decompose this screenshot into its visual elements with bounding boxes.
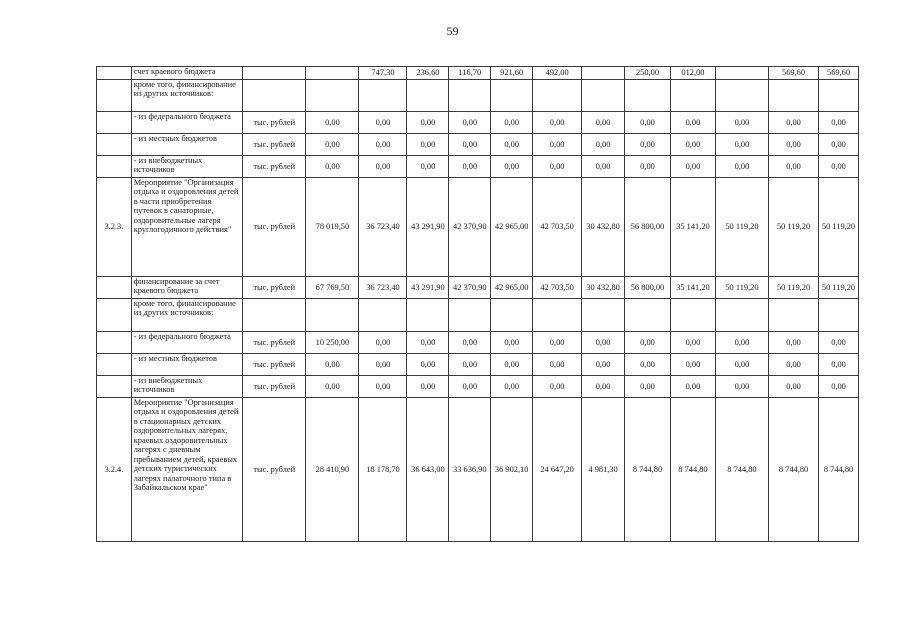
value-cell: 0,00	[625, 112, 671, 134]
value-cell: 0,00	[819, 112, 859, 134]
value-cell	[582, 299, 625, 332]
item-code	[97, 112, 132, 134]
value-cell	[625, 299, 671, 332]
value-cell: 0,00	[359, 376, 407, 398]
value-cell: 56 800,00	[625, 178, 671, 277]
item-unit	[243, 67, 306, 80]
value-cell: 0,00	[491, 354, 533, 376]
value-cell	[582, 80, 625, 112]
value-cell: 0,00	[625, 156, 671, 178]
item-description: - из внебюджетных источников	[131, 376, 242, 398]
value-cell	[407, 80, 449, 112]
value-cell: 24 647,20	[533, 398, 582, 542]
value-cell: 0,00	[407, 134, 449, 156]
value-cell: 0,00	[670, 332, 715, 354]
value-cell: 250,00	[625, 67, 671, 80]
value-cell	[625, 80, 671, 112]
value-cell: 0,00	[359, 332, 407, 354]
value-cell: 8 744,80	[670, 398, 715, 542]
value-cell: 43 291,90	[407, 178, 449, 277]
value-cell	[819, 80, 859, 112]
value-cell: 43 291,90	[407, 277, 449, 299]
value-cell: 0,00	[819, 156, 859, 178]
item-unit: тыс. рублей	[243, 156, 306, 178]
value-cell: 0,00	[582, 134, 625, 156]
value-cell: 0,00	[533, 376, 582, 398]
value-cell	[533, 80, 582, 112]
table-row	[97, 178, 859, 277]
item-description: - из федерального бюджета	[131, 332, 242, 354]
value-cell: 35 141,20	[670, 277, 715, 299]
value-cell: 50 119,20	[819, 178, 859, 277]
value-cell: 50 119,20	[769, 277, 819, 299]
item-description: - из местных бюджетов	[131, 354, 242, 376]
table-row	[97, 354, 859, 376]
value-cell: 0,00	[359, 134, 407, 156]
item-code	[97, 354, 132, 376]
value-cell: 0,00	[491, 332, 533, 354]
value-cell: 0,00	[582, 112, 625, 134]
value-cell: 78 019,50	[306, 178, 359, 277]
value-cell: 0,00	[359, 112, 407, 134]
item-description: кроме того, финансирование из других источников:	[131, 80, 242, 112]
item-description: Мероприятие "Организация отдыха и оздоровления детей в стационарных детских оздоровительных лагерях, краевых оздоровительных лагерях с дневным пребыванием детей, краевых детских туристических лагерях палаточного типа в Забайкальском крае"	[131, 398, 242, 542]
value-cell: 0,00	[582, 376, 625, 398]
value-cell: 0,00	[769, 354, 819, 376]
value-cell: 35 141,20	[670, 178, 715, 277]
table-row	[97, 80, 859, 112]
value-cell: 0,00	[449, 332, 491, 354]
value-cell: 67 769,50	[306, 277, 359, 299]
value-cell	[491, 80, 533, 112]
value-cell: 0,00	[625, 376, 671, 398]
value-cell: 30 432,80	[582, 277, 625, 299]
value-cell: 10 250,00	[306, 332, 359, 354]
table-row	[97, 112, 859, 134]
value-cell: 0,00	[625, 354, 671, 376]
value-cell: 0,00	[533, 332, 582, 354]
item-code: 3.2.3.	[97, 178, 132, 277]
item-description: счет краевого бюджета	[131, 67, 242, 80]
value-cell: 0,00	[449, 134, 491, 156]
value-cell: 0,00	[715, 134, 768, 156]
item-code	[97, 67, 132, 80]
value-cell: 42 703,50	[533, 178, 582, 277]
value-cell: 0,00	[533, 156, 582, 178]
value-cell	[306, 67, 359, 80]
value-cell: 8 744,80	[715, 398, 768, 542]
item-code: 3.2.4.	[97, 398, 132, 542]
value-cell: 0,00	[769, 112, 819, 134]
table-row	[97, 67, 859, 80]
value-cell: 0,00	[625, 332, 671, 354]
value-cell: 747,30	[359, 67, 407, 80]
value-cell: 0,00	[407, 354, 449, 376]
value-cell: 0,00	[670, 156, 715, 178]
value-cell: 36 723,40	[359, 277, 407, 299]
value-cell	[306, 80, 359, 112]
value-cell: 56 800,00	[625, 277, 671, 299]
value-cell: 0,00	[407, 112, 449, 134]
value-cell: 0,00	[769, 134, 819, 156]
table-row	[97, 156, 859, 178]
value-cell: 0,00	[359, 354, 407, 376]
value-cell: 0,00	[819, 332, 859, 354]
value-cell: 50 119,20	[715, 178, 768, 277]
value-cell: 0,00	[582, 156, 625, 178]
item-code	[97, 80, 132, 112]
value-cell	[670, 299, 715, 332]
value-cell: 0,00	[491, 134, 533, 156]
value-cell	[491, 299, 533, 332]
item-unit: тыс. рублей	[243, 398, 306, 542]
value-cell: 0,00	[491, 112, 533, 134]
table-row	[97, 398, 859, 542]
value-cell: 50 119,20	[715, 277, 768, 299]
item-unit: тыс. рублей	[243, 277, 306, 299]
value-cell	[359, 80, 407, 112]
item-description: Мероприятие "Организация отдыха и оздоровления детей в части приобретения путевок в санаторные, оздоровительные лагеря круглогодичного действия"	[131, 178, 242, 277]
table-row	[97, 277, 859, 299]
value-cell: 0,00	[670, 112, 715, 134]
value-cell: 28 410,90	[306, 398, 359, 542]
value-cell: 0,00	[306, 156, 359, 178]
item-code	[97, 134, 132, 156]
item-description: кроме того, финансирование из других источников:	[131, 299, 242, 332]
value-cell: 8 744,80	[819, 398, 859, 542]
value-cell: 0,00	[359, 156, 407, 178]
value-cell: 0,00	[306, 354, 359, 376]
value-cell: 36 723,40	[359, 178, 407, 277]
value-cell: 569,60	[769, 67, 819, 80]
value-cell: 0,00	[819, 354, 859, 376]
item-code	[97, 376, 132, 398]
value-cell: 0,00	[769, 156, 819, 178]
value-cell: 0,00	[306, 376, 359, 398]
value-cell: 0,00	[715, 332, 768, 354]
value-cell: 921,60	[491, 67, 533, 80]
value-cell: 0,00	[533, 134, 582, 156]
value-cell: 36 902,10	[491, 398, 533, 542]
value-cell: 0,00	[306, 134, 359, 156]
budget-table	[96, 66, 859, 542]
value-cell: 0,00	[533, 112, 582, 134]
value-cell: 569,60	[819, 67, 859, 80]
value-cell: 50 119,20	[819, 277, 859, 299]
page-number: 59	[446, 24, 459, 38]
item-description: - из внебюджетных источников	[131, 156, 242, 178]
value-cell: 0,00	[819, 376, 859, 398]
value-cell	[715, 67, 768, 80]
value-cell: 42 703,50	[533, 277, 582, 299]
value-cell: 42 370,90	[449, 178, 491, 277]
value-cell: 0,00	[582, 332, 625, 354]
value-cell: 012,00	[670, 67, 715, 80]
value-cell: 33 636,90	[449, 398, 491, 542]
value-cell: 0,00	[491, 376, 533, 398]
item-description: - из федерального бюджета	[131, 112, 242, 134]
value-cell: 0,00	[819, 134, 859, 156]
item-code	[97, 332, 132, 354]
item-unit: тыс. рублей	[243, 354, 306, 376]
value-cell	[715, 299, 768, 332]
value-cell: 0,00	[715, 354, 768, 376]
value-cell: 0,00	[582, 354, 625, 376]
item-code	[97, 299, 132, 332]
item-unit: тыс. рублей	[243, 112, 306, 134]
value-cell: 492,00	[533, 67, 582, 80]
item-description: - из местных бюджетов	[131, 134, 242, 156]
value-cell: 18 178,70	[359, 398, 407, 542]
item-unit: тыс. рублей	[243, 376, 306, 398]
item-unit	[243, 80, 306, 112]
value-cell	[449, 80, 491, 112]
item-description: финансирование за счет краевого бюджета	[131, 277, 242, 299]
value-cell	[533, 299, 582, 332]
value-cell	[670, 80, 715, 112]
table-row	[97, 332, 859, 354]
value-cell: 116,70	[449, 67, 491, 80]
value-cell: 0,00	[769, 332, 819, 354]
value-cell: 0,00	[670, 134, 715, 156]
value-cell	[306, 299, 359, 332]
value-cell: 42 965,00	[491, 178, 533, 277]
value-cell: 0,00	[715, 156, 768, 178]
value-cell: 0,00	[715, 112, 768, 134]
value-cell: 0,00	[306, 112, 359, 134]
value-cell: 36 643,00	[407, 398, 449, 542]
value-cell: 0,00	[670, 376, 715, 398]
value-cell: 42 370,90	[449, 277, 491, 299]
value-cell	[359, 299, 407, 332]
value-cell	[769, 80, 819, 112]
item-unit: тыс. рублей	[243, 134, 306, 156]
value-cell: 0,00	[625, 134, 671, 156]
value-cell: 8 744,80	[769, 398, 819, 542]
value-cell: 0,00	[769, 376, 819, 398]
value-cell	[715, 80, 768, 112]
item-code	[97, 156, 132, 178]
value-cell: 42 965,00	[491, 277, 533, 299]
item-code	[97, 277, 132, 299]
value-cell: 0,00	[715, 376, 768, 398]
table-row	[97, 134, 859, 156]
value-cell: 0,00	[449, 376, 491, 398]
table-row	[97, 376, 859, 398]
value-cell: 0,00	[449, 156, 491, 178]
value-cell	[819, 299, 859, 332]
item-unit: тыс. рублей	[243, 178, 306, 277]
value-cell	[449, 299, 491, 332]
item-unit: тыс. рублей	[243, 332, 306, 354]
value-cell: 8 744,80	[625, 398, 671, 542]
value-cell	[582, 67, 625, 80]
value-cell: 4 981,30	[582, 398, 625, 542]
value-cell: 0,00	[407, 156, 449, 178]
value-cell: 0,00	[670, 354, 715, 376]
value-cell	[407, 299, 449, 332]
value-cell: 0,00	[407, 332, 449, 354]
value-cell: 30 432,80	[582, 178, 625, 277]
value-cell: 50 119,20	[769, 178, 819, 277]
value-cell: 0,00	[491, 156, 533, 178]
value-cell: 236,60	[407, 67, 449, 80]
value-cell: 0,00	[533, 354, 582, 376]
value-cell: 0,00	[407, 376, 449, 398]
item-unit	[243, 299, 306, 332]
value-cell: 0,00	[449, 112, 491, 134]
value-cell	[769, 299, 819, 332]
table-row	[97, 299, 859, 332]
value-cell: 0,00	[449, 354, 491, 376]
